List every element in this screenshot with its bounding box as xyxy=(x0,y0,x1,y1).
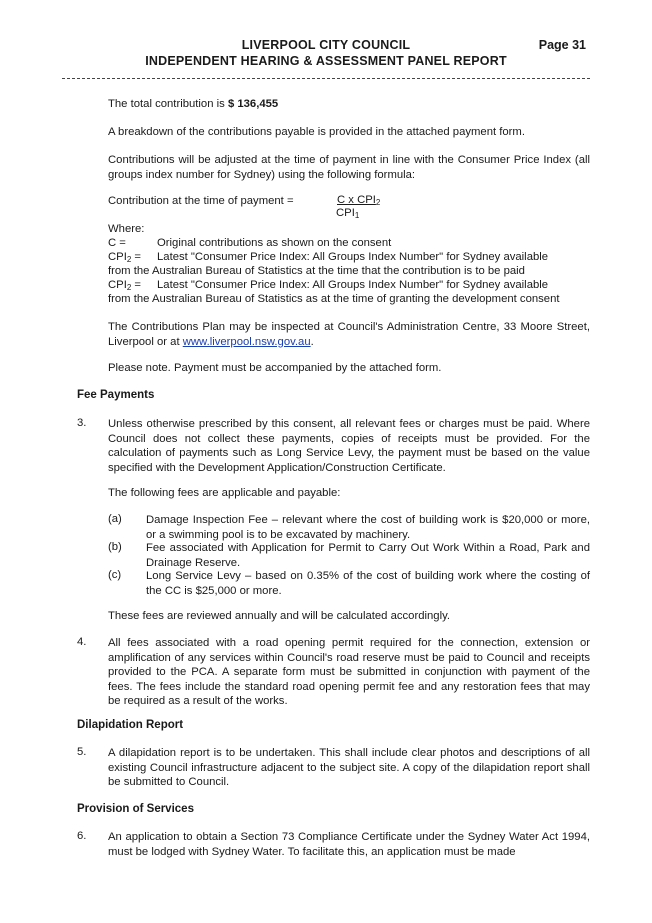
fee-c-text: Long Service Levy – based on 0.35% of the cost of building work where the costing of the CC is $25,000 or more. xyxy=(146,570,590,597)
header-report-title: INDEPENDENT HEARING & ASSESSMENT PANEL REPORT xyxy=(145,54,507,68)
heading-dilapidation-report: Dilapidation Report xyxy=(77,719,184,731)
header-council-name: LIVERPOOL CITY COUNCIL xyxy=(241,38,411,52)
fee-a-label: (a) xyxy=(108,513,122,525)
fee-b-text: Fee associated with Application for Permit to Carry Out Work Within a Road, Park and Drainage Reserve. xyxy=(146,542,590,569)
def-cpi2-cont: from the Australian Bureau of Statistics at the time that the contribution is to be paid xyxy=(108,265,525,277)
plan-text: The Contributions Plan may be inspected at Council's Administration Centre, 33 Moore Street, Liverpool or at www.liverpool.nsw.gov.au. xyxy=(108,321,590,348)
def-cpi2-value: Latest "Consumer Price Index: All Groups Index Number" for Sydney available xyxy=(157,251,549,263)
item-5-text: A dilapidation report is to be undertaken. This shall include clear photos and descriptions of all existing Council infrastructure adjacent to the subject site. A copy of the dilapidation report shall be submitted to Council. xyxy=(108,747,590,788)
def-c-value: Original contributions as shown on the consent xyxy=(157,237,392,249)
formula-left: Contribution at the time of payment = xyxy=(108,195,294,207)
item-6-text: An application to obtain a Section 73 Compliance Certificate under the Sydney Water Act 1994, must be lodged with Sydney Water. To facilitate this, an application must be made xyxy=(108,831,590,858)
header-divider xyxy=(62,78,590,79)
fees-intro: The following fees are applicable and payable: xyxy=(108,487,341,499)
item-6-number: 6. xyxy=(77,830,87,842)
payment-note: Please note. Payment must be accompanied by the attached form. xyxy=(108,362,442,374)
formula-numerator: C x $CPI_2$ xyxy=(337,194,381,207)
page-number: Page 31 xyxy=(538,38,586,52)
adjust-text: Contributions will be adjusted at the time of payment in line with the Consumer Price Index (all groups index number for Sydney) using the following formula: xyxy=(108,154,590,181)
council-website-link[interactable]: www.liverpool.nsw.gov.au xyxy=(182,335,311,348)
breakdown-text: A breakdown of the contributions payable is provided in the attached payment form. xyxy=(108,126,525,138)
item-3-text: Unless otherwise prescribed by this consent, all relevant fees or charges must be paid. Where Council does not collect these payments, copies of receipts must be provided. For the calculation of payments such as Long Service Levy, the payment must be based on the value specified with the Development Application/Construction Certificate. xyxy=(108,418,590,474)
fee-c-label: (c) xyxy=(108,569,122,581)
item-5-number: 5. xyxy=(77,746,87,758)
def-cpi1-cont: from the Australian Bureau of Statistics as at the time of granting the development consent xyxy=(108,293,560,305)
item-3-number: 3. xyxy=(77,417,87,429)
where-label: Where: xyxy=(108,223,145,235)
item-4-number: 4. xyxy=(77,636,87,648)
fee-a-text: Damage Inspection Fee – relevant where the cost of building work is $20,000 or more, or a swimming pool is to be excavated by machinery. xyxy=(146,514,590,541)
def-c-key: C = xyxy=(108,237,126,249)
heading-provision-of-services: Provision of Services xyxy=(77,803,194,815)
formula-denominator: $CPI_1$ xyxy=(336,207,360,220)
heading-fee-payments: Fee Payments xyxy=(77,389,155,401)
total-contribution: The total contribution is $ 136,455 xyxy=(108,98,279,110)
item-4-text: All fees associated with a road opening permit required for the connection, extension or amplification of any services within Council's road reserve must be paid to Council and receipts provided to the PCA. A separate form must be submitted in conjunction with payment of the fees. The fees include the standard road opening permit fee and any restoration fees that may be required as a result of the works. xyxy=(108,637,590,707)
def-cpi1-value: Latest "Consumer Price Index: All Groups Index Number" for Sydney available xyxy=(157,279,549,291)
def-cpi1-key: $CPI_2$ = xyxy=(108,279,142,292)
def-cpi2-key: $CPI_2$ = xyxy=(108,251,142,264)
fee-b-label: (b) xyxy=(108,541,122,553)
fees-review: These fees are reviewed annually and will be calculated accordingly. xyxy=(108,610,451,622)
